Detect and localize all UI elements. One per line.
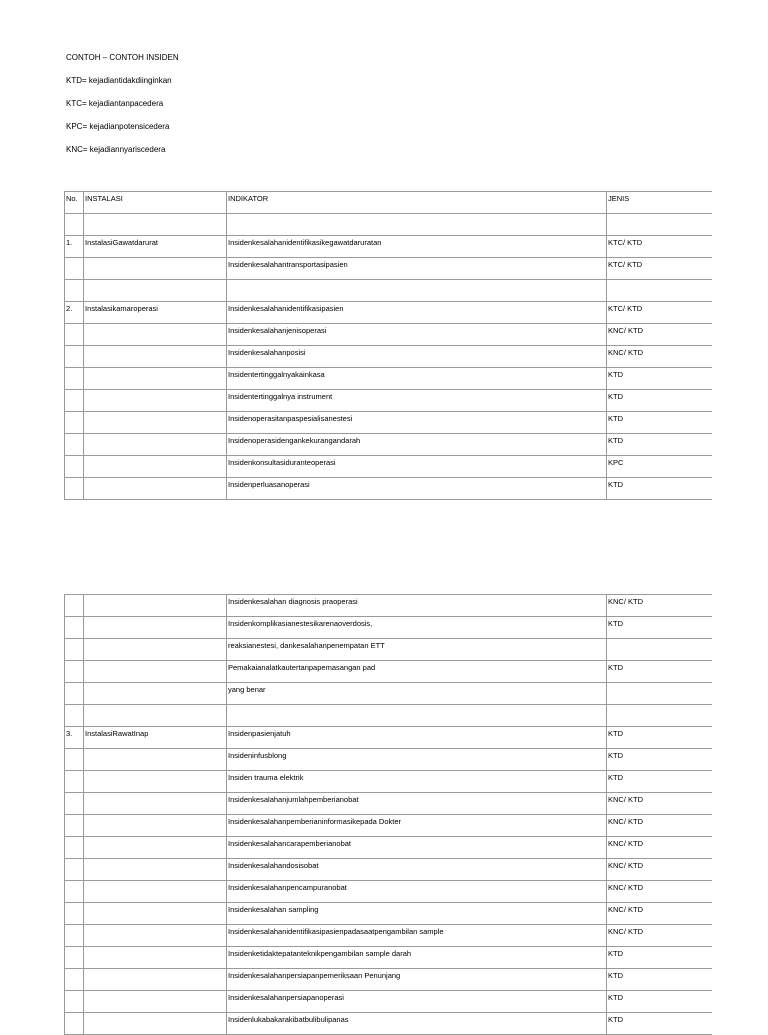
cell-jenis: KTD [607,368,712,390]
cell-jenis: KTD [607,771,712,793]
cell-instalasi [84,903,227,925]
cell-instalasi [84,705,227,727]
table-header-row [65,192,712,214]
cell-instalasi: Instalasikamaroperasi [84,302,227,324]
cell-no [65,478,84,500]
cell-indikator: Insidenlukabakarakibatbulibulipanas [227,1013,607,1035]
cell-instalasi [84,456,227,478]
cell-no [65,771,84,793]
cell-no [65,258,84,280]
table-row [65,969,712,991]
cell-instalasi [84,595,227,617]
cell-instalasi [84,859,227,881]
cell-jenis: KTD [607,661,712,683]
cell-no [65,793,84,815]
cell-instalasi [84,214,227,236]
table-row [65,771,712,793]
table-row [65,727,712,749]
header-jenis: JENIS [607,192,712,214]
cell-indikator: Insidenoperasidengankekurangandarah [227,434,607,456]
cell-indikator: Pemakaianalatkautertanpapemasangan pad [227,661,607,683]
cell-indikator: Insideninfusblong [227,749,607,771]
cell-instalasi [84,991,227,1013]
cell-jenis [607,639,712,661]
cell-indikator: Insidenkesalahanidentifikasipasien [227,302,607,324]
table-row [65,258,712,280]
table-row [65,749,712,771]
cell-instalasi [84,280,227,302]
cell-indikator [227,214,607,236]
table-row [65,346,712,368]
cell-no [65,903,84,925]
table-row [65,280,712,302]
cell-jenis: KNC/ KTD [607,859,712,881]
cell-instalasi [84,390,227,412]
cell-indikator: Insidenkesalahanpersiapanpemeriksaan Penunjang [227,969,607,991]
cell-jenis: KNC/ KTD [607,881,712,903]
cell-instalasi: InstalasiRawatInap [84,727,227,749]
table-row [65,390,712,412]
cell-indikator: yang benar [227,683,607,705]
cell-no [65,617,84,639]
table-row [65,881,712,903]
cell-jenis: KNC/ KTD [607,346,712,368]
cell-jenis: KTD [607,969,712,991]
cell-jenis: KTD [607,1013,712,1035]
table-row [65,903,712,925]
cell-jenis: KTD [607,749,712,771]
cell-indikator: Insidenkesalahanposisi [227,346,607,368]
cell-indikator: Insidenkesalahanpemberianinformasikepada Dokter [227,815,607,837]
header-indikator: INDIKATOR [227,192,607,214]
cell-jenis: KTD [607,434,712,456]
cell-no [65,925,84,947]
table-row [65,214,712,236]
cell-no [65,324,84,346]
cell-indikator: Insidenkesalahan diagnosis praoperasi [227,595,607,617]
incident-table-2 [64,594,712,1035]
cell-indikator: Insidenkesalahan sampling [227,903,607,925]
cell-no [65,881,84,903]
cell-jenis: KNC/ KTD [607,815,712,837]
table-row [65,683,712,705]
document-title: CONTOH – CONTOH INSIDEN [66,53,179,62]
cell-jenis: KNC/ KTD [607,903,712,925]
cell-jenis: KNC/ KTD [607,324,712,346]
cell-instalasi [84,881,227,903]
cell-no [65,280,84,302]
cell-instalasi: InstalasiGawatdarurat [84,236,227,258]
cell-indikator: Insidenkesalahanjumlahpemberianobat [227,793,607,815]
cell-no [65,991,84,1013]
cell-indikator: Insidenperluasanoperasi [227,478,607,500]
cell-instalasi [84,661,227,683]
cell-instalasi [84,749,227,771]
cell-no [65,749,84,771]
cell-jenis: KTD [607,478,712,500]
cell-no [65,434,84,456]
cell-indikator: Insidenkesalahanpersiapanoperasi [227,991,607,1013]
table-row [65,324,712,346]
cell-indikator: Insidenpasienjatuh [227,727,607,749]
cell-no [65,859,84,881]
cell-indikator: Insidenkomplikasianestesikarenaoverdosis, [227,617,607,639]
table-row [65,236,712,258]
cell-jenis: KTD [607,947,712,969]
cell-jenis: KTC/ KTD [607,258,712,280]
table-row [65,925,712,947]
table-row [65,617,712,639]
table-row [65,705,712,727]
header-no: No. [65,192,84,214]
cell-no [65,214,84,236]
cell-jenis: KTD [607,991,712,1013]
incident-table-1 [64,191,712,500]
cell-indikator: Insidentertinggalnya instrument [227,390,607,412]
cell-instalasi [84,412,227,434]
cell-instalasi [84,478,227,500]
cell-no [65,390,84,412]
cell-instalasi [84,324,227,346]
cell-indikator: Insidenkesalahanpencampuranobat [227,881,607,903]
legend-knc: KNC= kejadiannyariscedera [66,145,166,154]
cell-jenis: KNC/ KTD [607,793,712,815]
table-row [65,302,712,324]
cell-instalasi [84,969,227,991]
cell-jenis: KTD [607,412,712,434]
table-row [65,639,712,661]
table-row [65,793,712,815]
cell-indikator: Insidenkesalahandosisobat [227,859,607,881]
cell-jenis: KPC [607,456,712,478]
cell-no [65,639,84,661]
cell-no: 2. [65,302,84,324]
cell-indikator: Insidenkesalahanidentifikasikegawatdaruratan [227,236,607,258]
table-row [65,837,712,859]
cell-indikator: Insidenketidaktepatanteknikpengambilan sample darah [227,947,607,969]
cell-no [65,705,84,727]
cell-jenis: KTD [607,617,712,639]
cell-no [65,947,84,969]
table-row [65,947,712,969]
cell-no [65,346,84,368]
table-row [65,815,712,837]
cell-no [65,815,84,837]
table-row [65,478,712,500]
cell-no [65,969,84,991]
cell-indikator: Insidenkesalahantransportasipasien [227,258,607,280]
cell-jenis [607,683,712,705]
cell-indikator: reaksianestesi, dankesalahanpenempatan ETT [227,639,607,661]
cell-instalasi [84,639,227,661]
cell-jenis [607,280,712,302]
table-row [65,859,712,881]
table-row [65,434,712,456]
table-row [65,368,712,390]
table-row [65,991,712,1013]
legend-ktd: KTD= kejadiantidakdiinginkan [66,76,172,85]
cell-jenis: KNC/ KTD [607,595,712,617]
cell-jenis [607,705,712,727]
cell-jenis: KTC/ KTD [607,302,712,324]
cell-no: 1. [65,236,84,258]
cell-instalasi [84,815,227,837]
cell-jenis: KTD [607,727,712,749]
cell-indikator: Insidenoperasitanpaspesialisanestesi [227,412,607,434]
header-instalasi: INSTALASI [84,192,227,214]
cell-indikator [227,705,607,727]
table-row [65,661,712,683]
cell-no [65,661,84,683]
table-row [65,412,712,434]
table-row [65,456,712,478]
cell-indikator: Insidenkesalahancarapemberianobat [227,837,607,859]
legend-ktc: KTC= kejadiantanpacedera [66,99,164,108]
table-row [65,595,712,617]
cell-indikator: Insidenkesalahanidentifikasipasienpadasaatpengambilan sample [227,925,607,947]
cell-jenis: KTC/ KTD [607,236,712,258]
cell-indikator: Insiden trauma elektrik [227,771,607,793]
cell-indikator: Insidenkesalahanjenisoperasi [227,324,607,346]
cell-jenis: KTD [607,390,712,412]
cell-instalasi [84,368,227,390]
cell-no [65,412,84,434]
cell-instalasi [84,947,227,969]
cell-jenis: KNC/ KTD [607,925,712,947]
cell-no: 3. [65,727,84,749]
cell-indikator [227,280,607,302]
cell-no [65,837,84,859]
cell-instalasi [84,346,227,368]
cell-no [65,683,84,705]
cell-instalasi [84,617,227,639]
cell-indikator: Insidenkonsultasiduranteoperasi [227,456,607,478]
cell-no [65,595,84,617]
cell-jenis: KNC/ KTD [607,837,712,859]
cell-no [65,456,84,478]
legend-kpc: KPC= kejadianpotensicedera [66,122,170,131]
cell-instalasi [84,793,227,815]
cell-indikator: Insidentertinggalnyakainkasa [227,368,607,390]
cell-instalasi [84,258,227,280]
cell-no [65,368,84,390]
cell-instalasi [84,837,227,859]
cell-jenis [607,214,712,236]
cell-instalasi [84,771,227,793]
cell-instalasi [84,925,227,947]
cell-instalasi [84,683,227,705]
cell-instalasi [84,434,227,456]
